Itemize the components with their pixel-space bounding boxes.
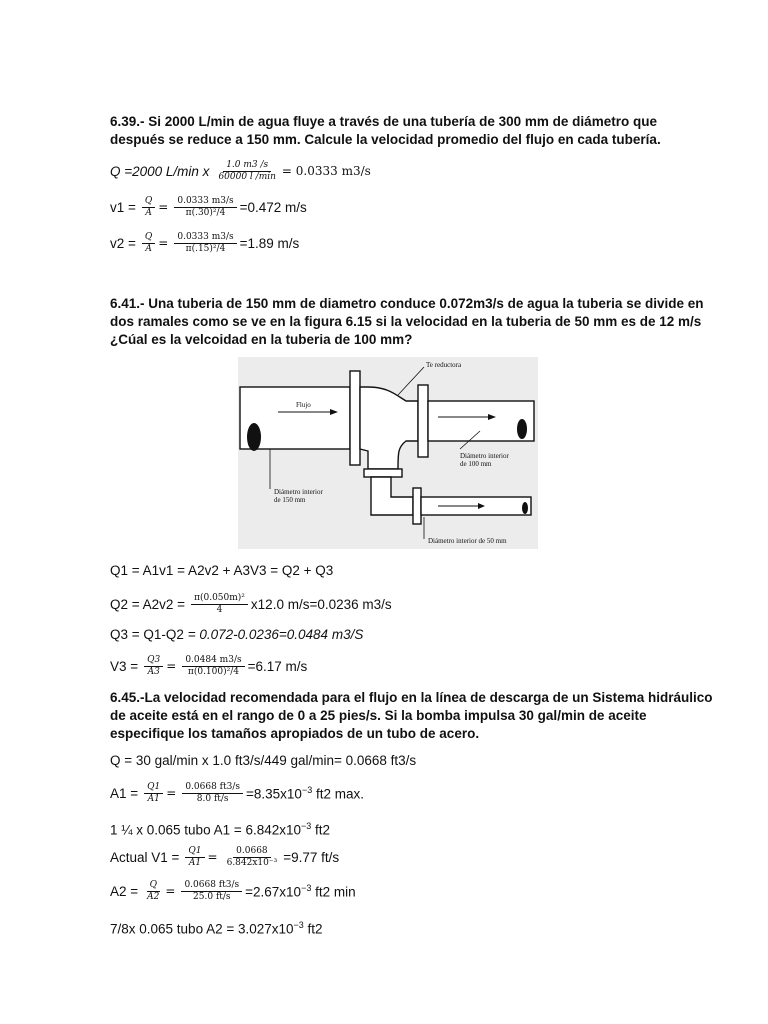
problem-639-statement-line1: 6.39.- Si 2000 L/min de agua fluye a través de una tubería de 300 mm de diámetro que <box>110 114 657 129</box>
label-d150-line1: Diámetro interior <box>274 488 323 496</box>
eq-result <box>246 785 364 802</box>
equals-sign: = <box>166 659 177 673</box>
fraction-denominator: A3 <box>147 666 160 677</box>
fraction-denominator: A <box>145 243 152 254</box>
fraction-denominator: π(.30)²/4 <box>185 207 226 218</box>
problem-645-statement-line1: 6.45.-La velocidad recomendada para el flujo en la línea de descarga de un Sistema hidráulico <box>110 690 713 705</box>
fraction-numerator: Q <box>147 880 160 892</box>
q-over-a-fraction <box>142 232 155 255</box>
tube-1-selection <box>110 818 330 839</box>
fraction-denominator: A1 <box>188 857 202 868</box>
tube-exponent: −3 <box>293 920 304 930</box>
eq-lhs: Q3 = Q1-Q2 <box>110 627 184 642</box>
fraction-denominator: 60000 l /min <box>218 171 276 182</box>
value-fraction <box>224 846 281 869</box>
eq-lhs: v1 = <box>110 199 136 215</box>
flange-right <box>418 385 428 457</box>
tube-2-selection <box>110 917 323 938</box>
label-d50: Diámetro interior de 50 mm <box>428 537 507 545</box>
fraction-numerator: Q <box>142 196 155 208</box>
flange-bottom <box>364 469 402 477</box>
fraction-numerator: Q1 <box>185 846 204 858</box>
eq-result: =1.89 m/s <box>239 235 300 251</box>
q-over-a-fraction <box>144 655 163 678</box>
fraction-numerator: 0.0668 ft3/s <box>181 880 242 892</box>
q-over-a-fraction <box>185 846 204 869</box>
problem-641-statement-line1: 6.41.- Una tuberia de 150 mm de diametro conduce 0.072m3/s de agua la tuberia se divide en <box>110 296 704 311</box>
pipe-150mm-opening <box>247 423 261 451</box>
eq-lhs: A2 = <box>110 883 139 899</box>
fraction-denominator: A2 <box>147 891 160 902</box>
value-fraction <box>174 232 236 255</box>
fraction-numerator: 0.0333 m3/s <box>174 232 236 244</box>
area-fraction <box>191 593 248 616</box>
fraction-numerator: Q <box>142 232 155 244</box>
result-exponent: −3 <box>301 784 313 795</box>
tube-text: 1 ¼ x 0.065 tubo A1 = 6.842x10 <box>110 822 302 838</box>
fraction-numerator: 0.0484 m3/s <box>182 655 244 667</box>
equals-sign: = <box>166 786 177 800</box>
q-over-a-fraction <box>144 880 162 903</box>
eq-lhs: V3 = <box>110 658 139 674</box>
eq-result <box>245 883 355 900</box>
equation-a1 <box>110 776 367 810</box>
label-d100-line2: de 100 mm <box>460 460 492 468</box>
result-base: =8.35x10 <box>246 786 302 802</box>
result-unit: ft2 max. <box>312 786 364 802</box>
pipe-50mm-opening <box>522 502 528 514</box>
equation-q2 <box>110 587 395 621</box>
q-over-a-fraction <box>142 196 155 219</box>
equation-v1 <box>110 190 310 224</box>
value-fraction <box>174 196 236 219</box>
result-exponent: −3 <box>301 882 312 893</box>
fraction-numerator: Q3 <box>144 655 163 667</box>
fraction-numerator: 0.0333 m3/s <box>174 196 236 208</box>
label-flujo: Flujo <box>296 401 311 409</box>
result-unit: ft2 min <box>311 884 356 900</box>
fraction-denominator: 25.0 ft/s <box>193 891 231 902</box>
problem-641-statement-line3: ¿Cúal es la velcoidad en la tuberia de 100 mm? <box>110 332 413 347</box>
value-fraction <box>181 880 242 903</box>
fraction-numerator: Q1 <box>144 782 163 794</box>
equals-sign: = <box>158 200 169 214</box>
eq-result: x12.0 m/s=0.0236 m3/s <box>250 596 392 612</box>
equation-q3 <box>110 627 363 643</box>
fraction-denominator: 6.842x10⁻³ <box>226 857 278 868</box>
pipe-reducing-tee-figure <box>238 357 538 549</box>
tube-text: 7/8x 0.065 tubo A2 = 3.027x10 <box>110 921 294 937</box>
tube-exponent: −3 <box>301 821 312 831</box>
fraction-denominator: A1 <box>147 793 160 804</box>
problem-641-statement-line2: dos ramales como se ve en la figura 6.15 si la velocidad en la tuberia de 50 mm es de 12 m/s <box>110 314 702 329</box>
fraction-denominator: π(0.100)²/4 <box>187 666 239 677</box>
fraction-denominator: A <box>145 207 152 218</box>
q-over-a-fraction <box>144 782 163 805</box>
problem-645-statement-line3: especifique los tamaños apropiados de un tubo de acero. <box>110 726 480 741</box>
fraction-numerator: π(0.050m)² <box>191 593 248 605</box>
equals-sign: = <box>207 850 218 864</box>
eq-lhs: v2 = <box>110 235 136 251</box>
equals-sign: = <box>165 884 176 898</box>
conversion-fraction <box>215 160 278 183</box>
problem-645-statement-line2: de aceite está en el rango de 0 a 25 pies/s. Si la bomba impulsa 30 gal/min de aceite <box>110 708 647 723</box>
equation-v3 <box>110 649 310 683</box>
result-base: =2.67x10 <box>245 884 302 900</box>
eq-result: =0.472 m/s <box>239 199 307 215</box>
equation-a2 <box>110 874 359 908</box>
flange-50mm <box>413 488 421 524</box>
tube-unit: ft2 <box>311 822 331 838</box>
eq-lhs: Q =2000 L/min x <box>110 163 210 179</box>
equation-v2 <box>110 226 302 260</box>
equation-q-conversion <box>110 154 374 188</box>
label-d100-line1: Diámetro interior <box>460 452 509 460</box>
fraction-denominator: 4 <box>216 604 223 615</box>
label-te-reductora: Te reductora <box>426 361 462 369</box>
eq-result: =6.17 m/s <box>247 658 308 674</box>
equation-continuity: Q1 = A1v1 = A2v2 + A3V3 = Q2 + Q3 <box>110 563 334 578</box>
equals-sign: = <box>158 236 169 250</box>
equation-actual-v1 <box>110 840 342 874</box>
label-d150-line2: de 150 mm <box>274 496 306 504</box>
tube-unit: ft2 <box>303 921 323 937</box>
eq-lhs: A1 = <box>110 785 139 801</box>
eq-lhs: Actual V1 = <box>110 849 180 865</box>
fraction-numerator: 0.0668 <box>233 846 271 858</box>
value-fraction <box>182 782 243 805</box>
fraction-denominator: 8.0 ft/s <box>196 793 229 804</box>
fraction-denominator: π(.15)²/4 <box>185 243 226 254</box>
eq-result: =9.77 ft/s <box>283 849 340 865</box>
value-fraction <box>182 655 244 678</box>
fraction-numerator: 0.0668 ft3/s <box>182 782 243 794</box>
flange-left <box>350 371 360 465</box>
eq-result: = 0.0333 m3/s <box>281 164 371 178</box>
pipe-100mm-opening <box>517 419 527 439</box>
problem-639-statement-line2: después se reduce a 150 mm. Calcule la velocidad promedio del flujo en cada tubería. <box>110 132 661 147</box>
fraction-numerator: 1.0 m3 /s <box>223 160 271 172</box>
eq-lhs: Q2 = A2v2 = <box>110 596 186 612</box>
eq-result: = 0.072-0.0236=0.0484 m3/S <box>187 627 364 642</box>
equation-q-oil: Q = 30 gal/min x 1.0 ft3/s/449 gal/min= 0.0668 ft3/s <box>110 753 417 768</box>
